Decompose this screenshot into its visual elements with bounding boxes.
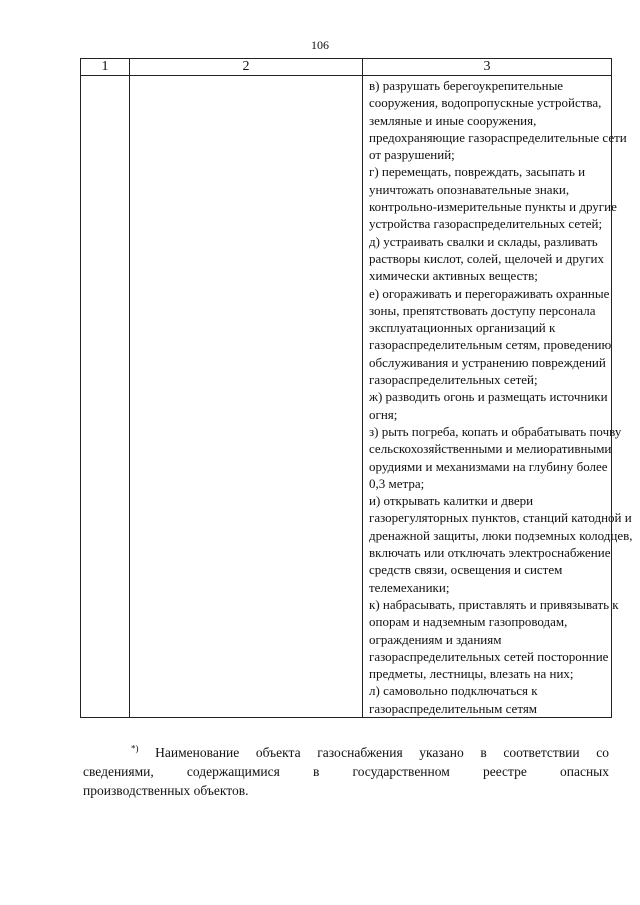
table-cell-col2: [130, 76, 363, 718]
list-item: средств связи, освещения и систем: [369, 562, 563, 578]
column-header-3: 3: [363, 59, 612, 76]
list-item: химически активных веществ;: [369, 268, 538, 284]
list-item: включать или отключать электроснабжение: [369, 545, 611, 561]
list-item: земляные и иные сооружения,: [369, 112, 537, 128]
list-item: зоны, препятствовать доступу персонала: [369, 302, 596, 318]
footnote-line: производственных объектов.: [83, 783, 249, 798]
footnote-text: Наименование объекта газоснабжения указано в соответствии со: [155, 745, 610, 760]
list-item: устройства газораспределительных сетей;: [369, 216, 603, 232]
table-cell-col1: [81, 76, 130, 718]
list-item: сельскохозяйственными и мелиоративными: [369, 441, 612, 457]
list-item: опорам и надземным газопроводам,: [369, 614, 568, 630]
footnote-line: [83, 743, 609, 762]
list-item: от разрушений;: [369, 147, 455, 163]
list-item: к) набрасывать, приставлять и привязывать к: [369, 596, 619, 612]
restrictions-list: [363, 76, 633, 717]
list-item: газораспределительных сетей;: [369, 372, 538, 388]
list-item: дренажной защиты, люки подземных колодцев,: [369, 527, 633, 543]
table-header-row: [81, 59, 612, 76]
column-header-1: 1: [81, 59, 130, 76]
list-item: газораспределительных сетей посторонние: [369, 648, 609, 664]
list-item: контрольно-измерительные пункты и другие: [369, 199, 617, 215]
table-cell-col3: [363, 76, 633, 718]
footnote: [83, 743, 609, 800]
list-item: и) открывать калитки и двери: [369, 493, 534, 509]
page-number: 106: [311, 38, 329, 52]
list-item: газораспределительным сетям, проведению: [369, 337, 612, 353]
list-item: эксплуатационных организаций к: [369, 320, 556, 336]
list-item: е) огораживать и перегораживать охранные: [369, 285, 610, 301]
footnote-line: сведениями, содержащимися в государственном реестре опасных: [83, 764, 609, 779]
list-item: телемеханики;: [369, 579, 450, 595]
list-item: газорегуляторных пунктов, станций катодной и: [369, 510, 632, 526]
list-item: газораспределительным сетям: [369, 700, 538, 716]
list-item: 0,3 метра;: [369, 475, 425, 491]
list-item: обслуживания и устранению повреждений: [369, 354, 606, 370]
list-item: ограждениям и зданиям: [369, 631, 502, 647]
list-item: д) устраивать свалки и склады, разливать: [369, 233, 598, 249]
list-item: л) самовольно подключаться к: [369, 683, 538, 699]
list-item: ж) разводить огонь и размещать источники: [369, 389, 608, 405]
list-item: огня;: [369, 406, 398, 422]
list-item: предметы, лестницы, влезать на них;: [369, 666, 574, 682]
list-item: в) разрушать берегоукрепительные: [369, 78, 564, 93]
list-item: г) перемещать, повреждать, засыпать и: [369, 164, 586, 180]
list-item: з) рыть погреба, копать и обрабатывать почву: [369, 423, 622, 439]
footnote-marker: *): [131, 743, 139, 754]
table-row: [81, 76, 612, 718]
list-item: орудиями и механизмами на глубину более: [369, 458, 608, 474]
column-header-2: 2: [130, 59, 363, 76]
list-item: растворы кислот, солей, щелочей и других: [369, 250, 605, 266]
list-item: уничтожать опознавательные знаки,: [369, 181, 570, 197]
list-item: предохраняющие газораспределительные сети: [369, 129, 627, 145]
list-item: сооружения, водопропускные устройства,: [369, 95, 602, 111]
restrictions-table: [80, 58, 633, 718]
